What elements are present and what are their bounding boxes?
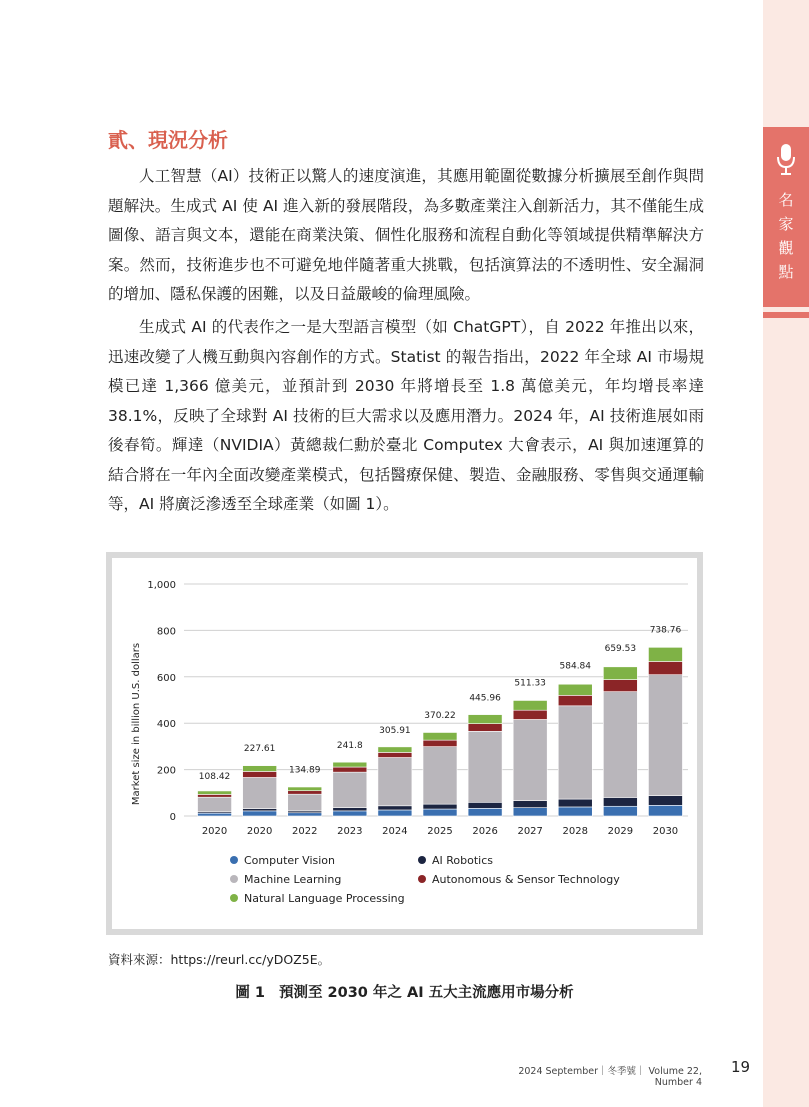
bar-segment xyxy=(468,715,502,724)
bar-segment xyxy=(423,747,457,805)
x-tick-label: 2020 xyxy=(246,826,273,837)
bar-segment xyxy=(333,762,367,767)
bar-segment xyxy=(333,772,367,807)
y-tick-label: 0 xyxy=(169,812,176,823)
bar-segment xyxy=(558,807,592,816)
bar-segment xyxy=(378,752,412,757)
bar-segment xyxy=(513,700,547,710)
bar-segment xyxy=(243,809,277,811)
x-tick-label: 2023 xyxy=(337,826,363,837)
y-axis-label: Market size in billion U.S. dollars xyxy=(131,642,142,806)
bar-segment xyxy=(603,797,637,806)
bar-segment xyxy=(288,787,322,791)
bar-segment xyxy=(648,796,682,806)
bar-segment xyxy=(603,680,637,692)
x-tick-label: 2029 xyxy=(607,826,634,837)
bar-segment xyxy=(243,766,277,772)
legend-swatch xyxy=(230,894,238,902)
legend-label: AI Robotics xyxy=(432,854,494,867)
bar-segment xyxy=(558,799,592,807)
tab-char: 家 xyxy=(778,215,794,233)
bar-segment xyxy=(198,797,232,812)
figure-source: 資料來源：https://reurl.cc/yDOZ5E。 xyxy=(108,952,331,967)
bar-segment xyxy=(648,805,682,816)
y-tick-label: 400 xyxy=(156,719,176,731)
legend-label: Computer Vision xyxy=(244,854,336,867)
legend-swatch xyxy=(230,856,238,864)
bar-segment xyxy=(603,692,637,798)
bar-segment xyxy=(243,811,277,816)
page-number: 19 xyxy=(731,1058,751,1076)
bar-segment xyxy=(468,808,502,816)
legend-item-ai-robotics xyxy=(418,854,493,867)
bar-segment xyxy=(648,675,682,796)
x-tick-label: 2022 xyxy=(292,826,318,837)
bar-segment xyxy=(243,777,277,808)
bar-segment xyxy=(378,806,412,810)
bar-segment xyxy=(423,804,457,809)
bar-segment xyxy=(288,791,322,794)
x-tick-label: 2027 xyxy=(517,826,543,837)
legend-item-computer-vision xyxy=(230,854,335,867)
tab-char: 名 xyxy=(778,191,794,209)
bar-segment xyxy=(558,695,592,705)
paragraph-2: 生成式 AI 的代表作之一是大型語言模型（如 ChatGPT），自 2022 年推出以來，迅速改變了人機互動與內容創作的方式。Statist 的報告指出，2022 年全球 AI 市場規模已達 1,366 億美元，並預計到 2030 年將增長至 1.8 萬億美元，年均增長率達 38.1%，反映了全球對 AI 技術的巨大需求以及應用潛力。2024 年，AI 技術進展如雨後春筍。輝達（NVIDIA）黃總裁仁勳於臺北 Computex 大會表示，AI 與加速運算的結合將在一年內全面改變產業模式，包括醫療保健、製造、金融服務、零售與交通運輸等，AI 將廣泛滲透至全球產業（如圖 1）。 xyxy=(108,318,704,513)
bar-segment xyxy=(468,731,502,802)
figure-1 xyxy=(106,552,703,935)
bar-segment xyxy=(378,758,412,806)
y-tick-label: 600 xyxy=(156,672,176,684)
legend-label: Machine Learning xyxy=(244,873,342,886)
microphone-icon xyxy=(776,143,796,177)
legend-label: Natural Language Processing xyxy=(244,892,405,905)
bar-segment xyxy=(423,740,457,746)
bar-segment xyxy=(198,813,232,816)
figure-caption xyxy=(0,981,809,1002)
bar-total-label: 659.53 xyxy=(604,643,637,654)
bar-total-label: 584.84 xyxy=(559,661,592,672)
bar-total-label: 445.96 xyxy=(469,693,501,704)
y-tick-label: 200 xyxy=(156,765,176,777)
section-tab-underline xyxy=(763,312,809,318)
bar-segment xyxy=(513,719,547,800)
bar-segment xyxy=(243,771,277,777)
x-tick-label: 2020 xyxy=(201,826,228,837)
bar-segment xyxy=(513,808,547,816)
figure-number: 圖 1 xyxy=(235,985,265,1001)
bar-segment xyxy=(648,647,682,661)
bar-total-label: 134.89 xyxy=(288,765,321,776)
bar-segment xyxy=(288,794,322,811)
x-tick-label: 2024 xyxy=(382,826,408,837)
bar-segment xyxy=(288,813,322,816)
chart-panel xyxy=(112,558,697,929)
bar-segment xyxy=(198,794,232,797)
legend-item-machine-learning xyxy=(230,873,341,886)
bar-total-label: 227.61 xyxy=(243,744,276,755)
bar-segment xyxy=(333,811,367,816)
bar-segment xyxy=(198,791,232,794)
bar-segment xyxy=(333,767,367,772)
bar-segment xyxy=(378,810,412,816)
bar-segment xyxy=(468,802,502,808)
bar-segment xyxy=(603,667,637,680)
bar-segment xyxy=(558,706,592,799)
x-tick-label: 2026 xyxy=(472,826,498,837)
legend-item-autonomous-sensor xyxy=(418,873,620,886)
paragraph-1: 人工智慧（AI）技術正以驚人的速度演進，其應用範圍從數據分析擴展至創作與問題解決。生成式 AI 使 AI 進入新的發展階段，為多數產業注入創新活力，其不僅能生成圖像、語言與文本，還能在商業決策、個性化服務和流程自動化等領域提供精準解決方案。然而，技術進步也不可避免地伴隨著重大挑戰，包括演算法的不透明性、安全漏洞的增加、隱私保護的困難，以及日益嚴峻的倫理風險。 xyxy=(108,167,704,303)
section-heading: 貳、現況分析 xyxy=(108,128,228,152)
figure-title: 預測至 2030 年之 AI 五大主流應用市場分析 xyxy=(278,985,574,1001)
bar-segment xyxy=(423,809,457,816)
bar-segment xyxy=(648,661,682,674)
bar-total-label: 511.33 xyxy=(514,678,546,689)
x-tick-label: 2030 xyxy=(652,826,679,837)
bar-total-label: 370.22 xyxy=(424,711,456,722)
bar-segment xyxy=(333,808,367,811)
bar-segment xyxy=(558,684,592,695)
legend-swatch xyxy=(418,856,426,864)
bar-total-label: 108.42 xyxy=(198,771,231,782)
x-tick-label: 2028 xyxy=(562,826,588,837)
bar-segment xyxy=(513,710,547,719)
tab-char: 觀 xyxy=(778,239,794,257)
y-tick-label: 800 xyxy=(156,626,176,638)
bar-segment xyxy=(423,732,457,740)
bar-segment xyxy=(468,724,502,732)
bar-segment xyxy=(378,747,412,753)
section-tab-label xyxy=(775,188,797,284)
bar-segment xyxy=(513,801,547,808)
legend-swatch xyxy=(418,875,426,883)
legend-item-nlp xyxy=(230,892,405,905)
legend-swatch xyxy=(230,875,238,883)
bar-segment xyxy=(603,806,637,816)
y-tick-label: 1,000 xyxy=(147,580,176,591)
tab-char: 點 xyxy=(778,263,794,281)
footer-issue: 2024 September｜冬季號｜ Volume 22, Number 4 xyxy=(518,1066,702,1088)
legend-label: Autonomous & Sensor Technology xyxy=(432,873,620,886)
x-tick-label: 2025 xyxy=(427,826,453,837)
bar-total-label: 241.8 xyxy=(336,740,363,751)
bar-total-label: 738.76 xyxy=(649,625,682,636)
bar-total-label: 305.91 xyxy=(379,726,411,737)
